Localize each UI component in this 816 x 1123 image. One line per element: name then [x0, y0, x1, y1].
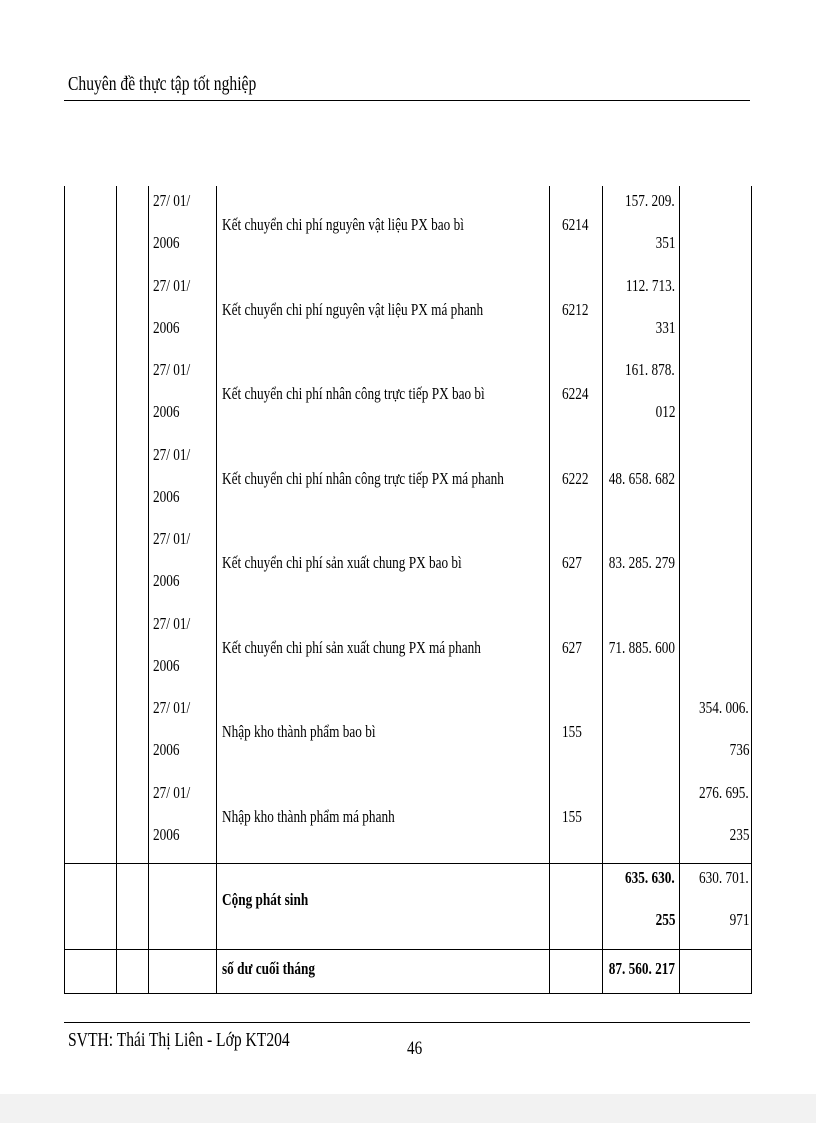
description-cell: Nhập kho thành phẩm bao bì [222, 722, 376, 741]
total-credit-cell: 971 [729, 910, 749, 929]
account-cell: 6224 [562, 384, 589, 403]
debit-cell: 83. 285. 279 [608, 553, 675, 572]
table-row [64, 524, 752, 609]
table-row [64, 609, 752, 694]
ledger-table [64, 186, 752, 994]
table-row [64, 778, 752, 863]
debit-cell: 157. 209. [625, 191, 675, 210]
description-cell: Kết chuyển chi phí nguyên vật liệu PX bao bì [222, 215, 464, 234]
account-cell: 627 [562, 553, 582, 572]
account-cell: 627 [562, 637, 582, 657]
date-cell: 27/ 01/ [153, 360, 191, 379]
total-label: Cộng phát sinh [222, 890, 309, 909]
page-header-title: Chuyên đề thực tập tốt nghiệp [68, 73, 257, 95]
account-cell: 155 [562, 806, 582, 826]
debit-cell: 71. 885. 600 [608, 637, 675, 657]
total-debit-cell: 635. 630. [625, 868, 675, 887]
date-cell: 2006 [153, 655, 180, 675]
date-cell: 2006 [153, 571, 180, 590]
account-cell: 155 [562, 722, 582, 741]
page-bottom-margin [0, 1094, 816, 1123]
footer-author: SVTH: Thái Thị Liên - Lớp KT204 [68, 1029, 290, 1051]
table-row [64, 186, 752, 271]
debit-cell: 48. 658. 682 [608, 468, 675, 488]
total-debit-cell: 255 [655, 910, 675, 929]
date-cell: 27/ 01/ [153, 444, 191, 464]
credit-cell: 235 [729, 824, 749, 844]
closing-balance-debit: 87. 560. 217 [608, 959, 675, 978]
account-cell: 6214 [562, 215, 589, 234]
table-row [64, 440, 752, 525]
debit-cell: 331 [655, 317, 675, 337]
date-cell: 27/ 01/ [153, 275, 191, 295]
page-number: 46 [407, 1038, 423, 1059]
credit-cell: 276. 695. [699, 782, 749, 802]
credit-cell: 354. 006. [699, 698, 749, 717]
date-cell: 27/ 01/ [153, 191, 191, 210]
date-cell: 27/ 01/ [153, 782, 191, 802]
description-cell: Kết chuyển chi phí nhân công trực tiếp PX má phanh [222, 468, 504, 488]
date-cell: 2006 [153, 402, 180, 421]
credit-cell: 736 [729, 740, 749, 759]
date-cell: 27/ 01/ [153, 698, 191, 717]
description-cell: Kết chuyển chi phí nguyên vật liệu PX má phanh [222, 299, 484, 319]
closing-balance-row [64, 949, 752, 993]
date-cell: 2006 [153, 824, 180, 844]
footer-rule [64, 1022, 750, 1023]
date-cell: 2006 [153, 317, 180, 337]
date-cell: 27/ 01/ [153, 529, 191, 548]
date-cell: 2006 [153, 233, 180, 252]
debit-cell: 012 [655, 402, 675, 421]
debit-cell: 351 [655, 233, 675, 252]
debit-cell: 161. 878. [625, 360, 675, 379]
table-row [64, 355, 752, 440]
account-cell: 6212 [562, 299, 589, 319]
debit-cell: 112. 713. [625, 275, 675, 295]
total-row [64, 863, 752, 949]
account-cell: 6222 [562, 468, 589, 488]
description-cell: Nhập kho thành phẩm má phanh [222, 806, 395, 826]
table-row [64, 271, 752, 356]
date-cell: 2006 [153, 740, 180, 759]
date-cell: 27/ 01/ [153, 613, 191, 633]
description-cell: Kết chuyển chi phí sản xuất chung PX bao bì [222, 553, 462, 572]
date-cell: 2006 [153, 486, 180, 506]
header-rule [64, 100, 750, 101]
total-credit-cell: 630. 701. [699, 868, 749, 887]
table-row [64, 693, 752, 778]
row-line [64, 993, 752, 994]
description-cell: Kết chuyển chi phí sản xuất chung PX má phanh [222, 637, 481, 657]
closing-balance-label: số dư cuối tháng [222, 959, 316, 978]
description-cell: Kết chuyển chi phí nhân công trực tiếp PX bao bì [222, 384, 485, 403]
